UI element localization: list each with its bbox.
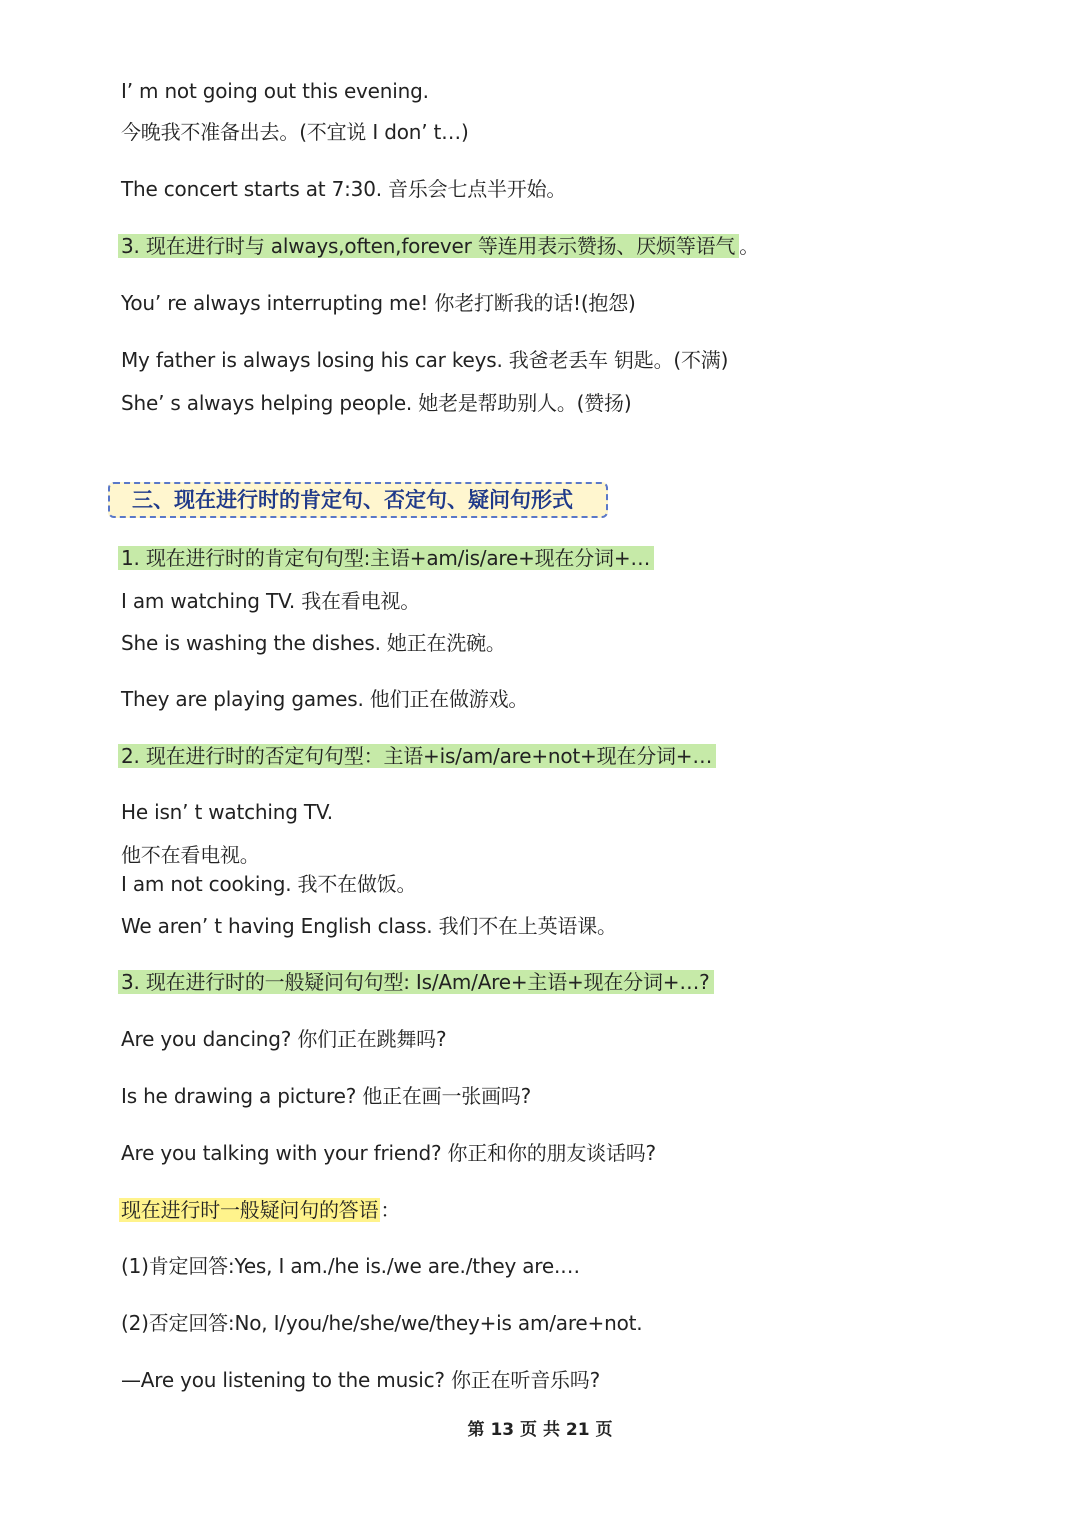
example-watching-tv: I am watching TV. 我在看电视。	[121, 589, 420, 613]
affirmative-pattern-heading	[121, 543, 654, 573]
green-highlight: 1. 现在进行时的肯定句句型:主语+am/is/are+现在分词+…	[118, 546, 654, 570]
negative-pattern-heading	[121, 741, 716, 771]
question-pattern-heading	[121, 967, 714, 997]
example-not-going-out: I’ m not going out this evening.	[121, 79, 429, 103]
negative-answer: (2)否定回答:No, I/you/he/she/we/they+is am/are+not.	[121, 1311, 643, 1335]
example-listening-music: —Are you listening to the music? 你正在听音乐吗?	[121, 1368, 601, 1392]
section-title: 三、现在进行时的肯定句、否定句、疑问句形式	[132, 488, 573, 512]
example-helping-people: She’ s always helping people. 她老是帮助别人。(赞扬)	[121, 391, 632, 415]
example-talking: Are you talking with your friend? 你正和你的朋友谈话吗?	[121, 1141, 656, 1165]
example-english-class: We aren’ t having English class. 我们不在上英语课。	[121, 914, 617, 938]
rule-always-heading-period: 。	[739, 234, 760, 258]
answers-heading-colon: ：	[380, 1198, 401, 1222]
green-highlight: 2. 现在进行时的否定句句型：主语+is/am/are+not+现在分词+…	[118, 744, 716, 768]
example-concert: The concert starts at 7:30. 音乐会七点半开始。	[121, 177, 567, 201]
rule-always-heading	[121, 231, 759, 261]
example-isnt-watching-translation: 他不在看电视。	[121, 843, 260, 867]
example-dancing: Are you dancing? 你们正在跳舞吗?	[121, 1027, 447, 1051]
affirmative-answer: (1)肯定回答:Yes, I am./he is./we are./they are.…	[121, 1254, 580, 1278]
green-highlight: 3. 现在进行时的一般疑问句句型: Is/Am/Are+主语+现在分词+…?	[118, 970, 714, 994]
example-playing-games: They are playing games. 他们正在做游戏。	[121, 687, 529, 711]
answers-heading	[121, 1195, 400, 1225]
page-footer: 第 13 页 共 21 页	[467, 1420, 613, 1440]
example-not-cooking: I am not cooking. 我不在做饭。	[121, 872, 417, 896]
example-isnt-watching: He isn’ t watching TV.	[121, 800, 333, 824]
example-not-going-out-translation: 今晚我不准备出去。(不宜说 I don’ t…)	[121, 120, 469, 144]
example-drawing: Is he drawing a picture? 他正在画一张画吗?	[121, 1084, 532, 1108]
example-interrupting: You’ re always interrupting me! 你老打断我的话!(抱怨)	[121, 291, 636, 315]
green-highlight: 3. 现在进行时与 always,often,forever 等连用表示赞扬、厌烦等语气	[118, 234, 739, 258]
yellow-highlight: 现在进行时一般疑问句的答语	[121, 1198, 379, 1222]
example-car-keys: My father is always losing his car keys. 我爸老丢车 钥匙。(不满)	[121, 348, 729, 372]
example-washing-dishes: She is washing the dishes. 她正在洗碗。	[121, 631, 506, 655]
